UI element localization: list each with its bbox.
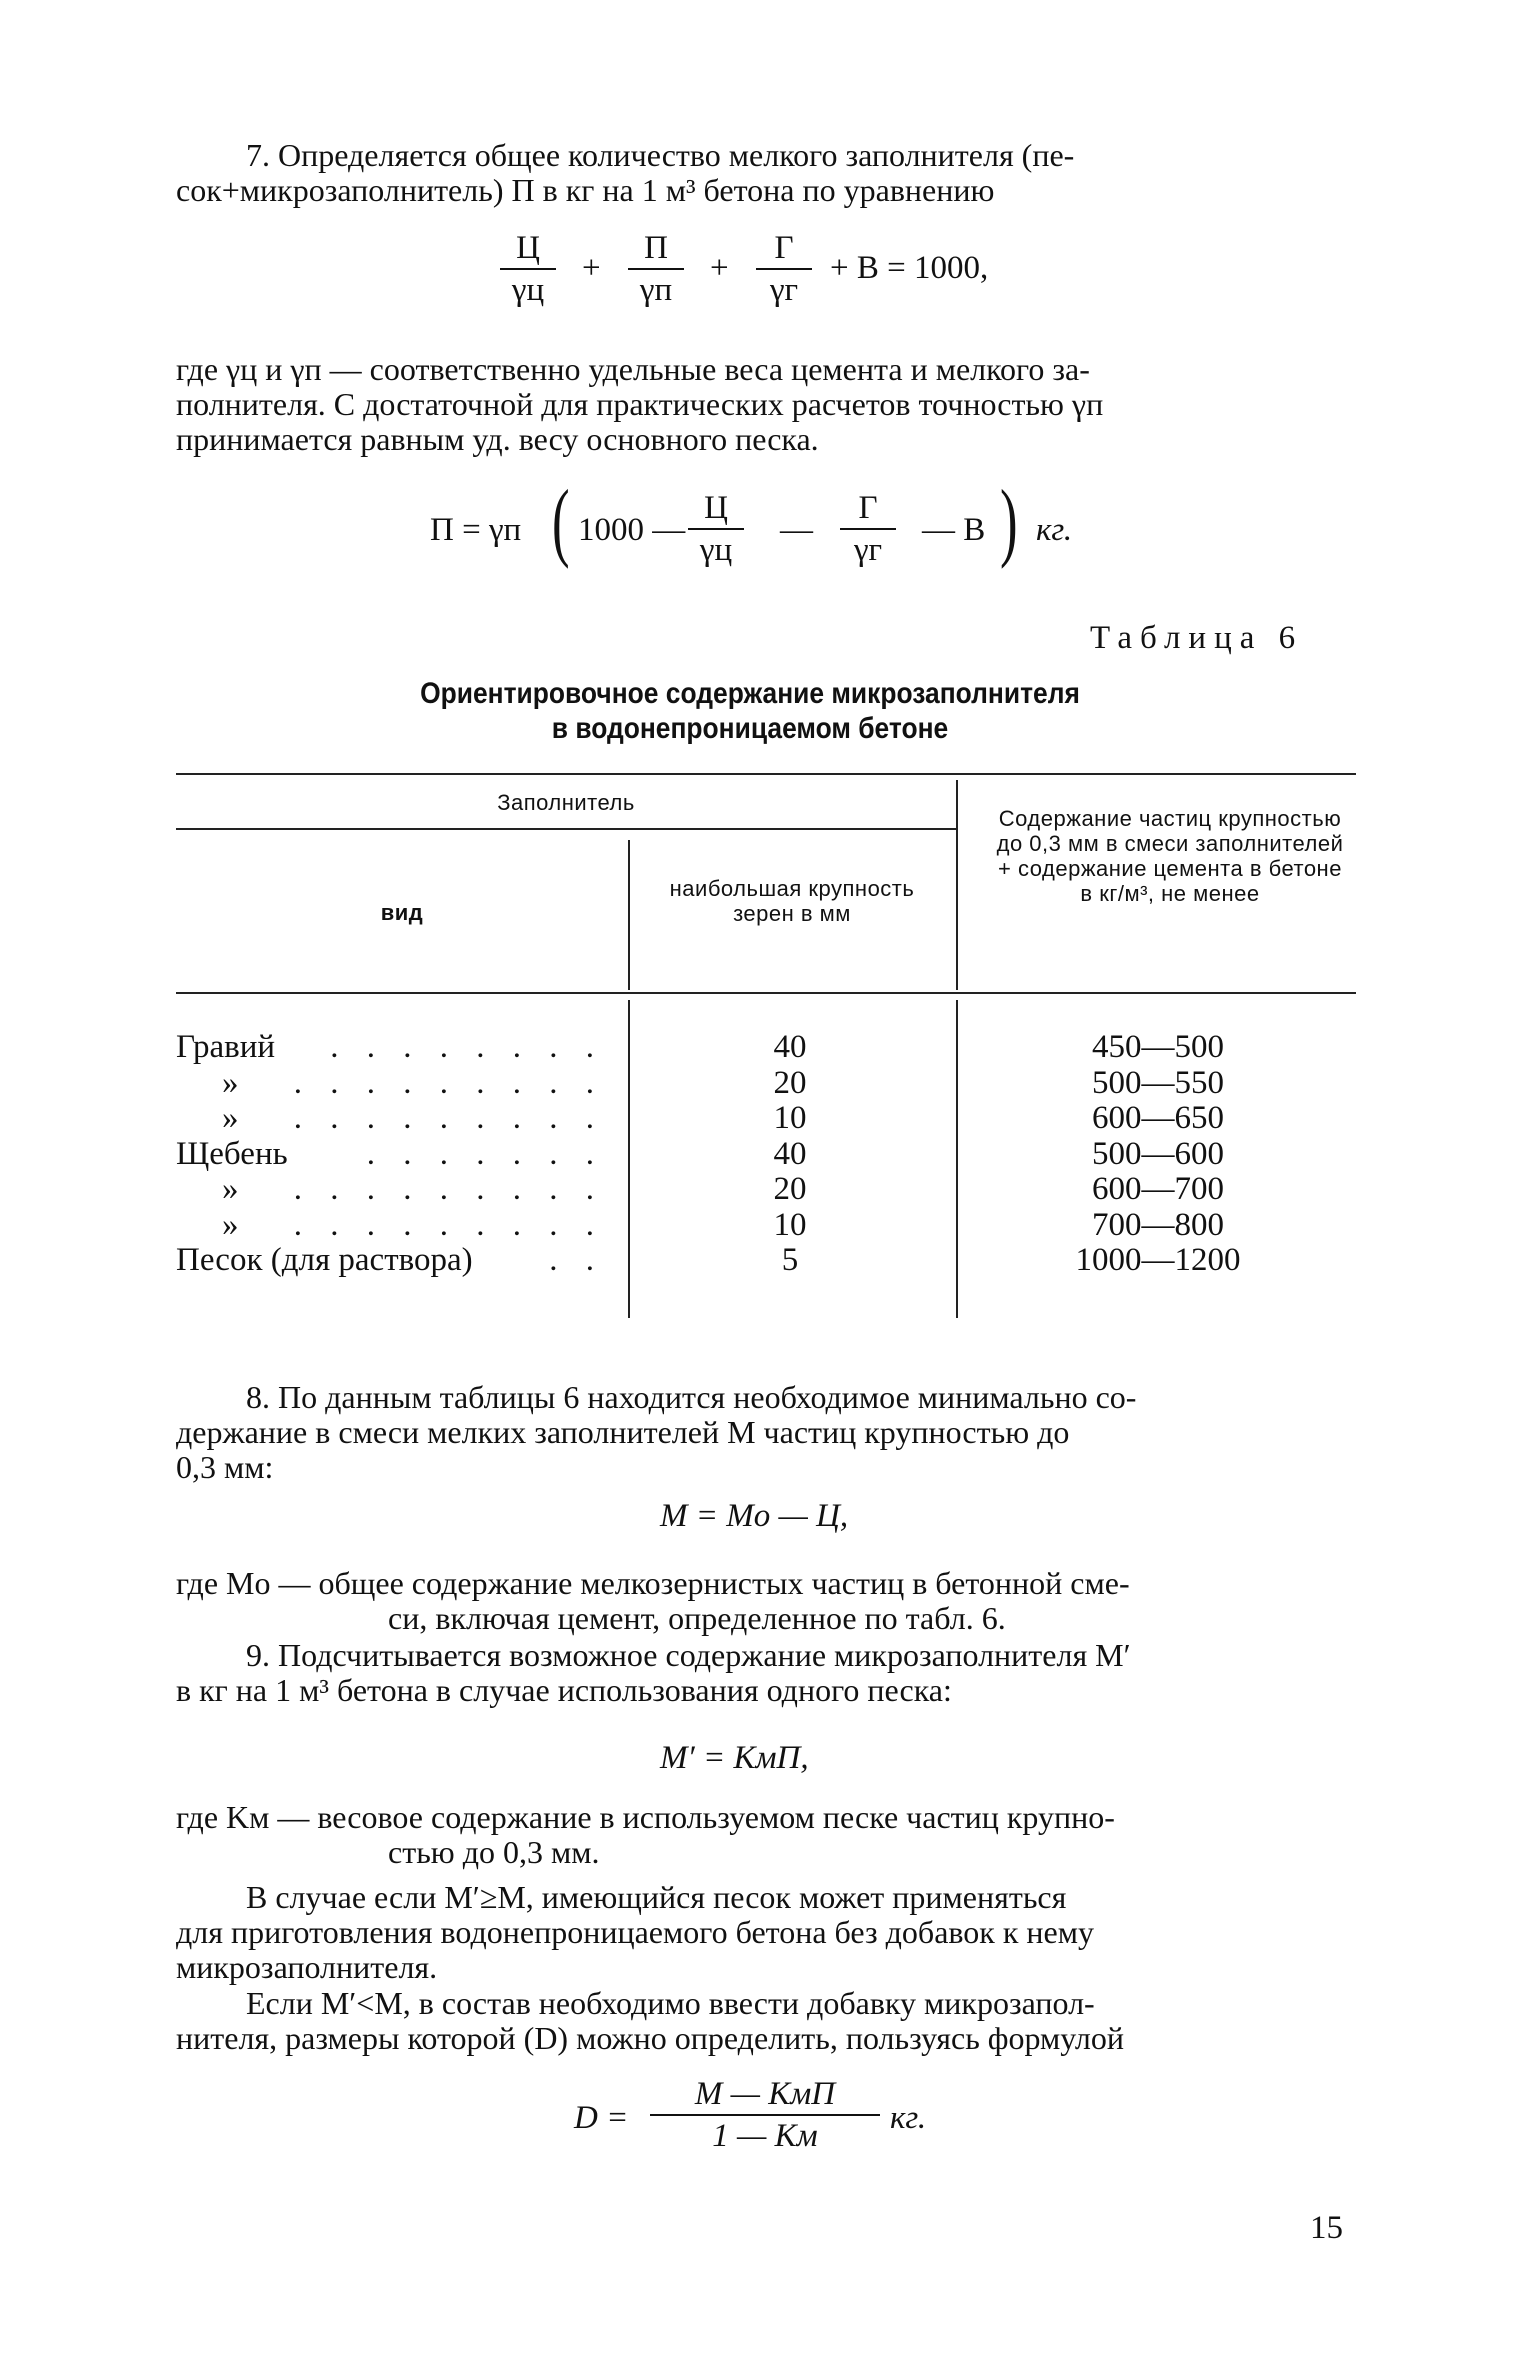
header-divider-1 (628, 840, 630, 990)
table-cell-content: 450—500 (1092, 1029, 1224, 1065)
paragraph-10 (176, 1880, 1356, 1985)
table-cell-content: 600—650 (1092, 1100, 1224, 1136)
paragraph-9 (176, 1638, 1356, 1708)
header-group-zapolnitel: Заполнитель (497, 790, 635, 815)
where-8-line-2: си, включая цемент, определенное по табл. 6. (388, 1600, 1006, 1636)
equation-2-unit: кг. (1036, 512, 1073, 548)
where-line-3: принимается равным уд. весу основного песка. (176, 421, 819, 457)
paragraph-9-where (176, 1800, 1356, 1870)
equation-4: М′ = KмП, (660, 1740, 809, 1776)
paragraph-10-line-1: В случае если М′≥М, имеющийся песок может применяться (246, 1879, 1067, 1915)
table-cell-leader-dots: . . (549, 1242, 604, 1278)
paragraph-8-line-3: 0,3 мм: (176, 1449, 274, 1485)
table-cell-kind: Гравий (176, 1029, 276, 1065)
right-paren: ) (1000, 473, 1018, 570)
header-max-size: наибольшая крупность зерен в мм (669, 876, 915, 926)
fraction-g-gamma: Г γг (756, 230, 812, 308)
table-cell-leader-dots: . . . . . . . . . (293, 1171, 604, 1207)
paragraph-7-line-1: 7. Определяется общее количество мелкого заполнителя (пе- (246, 137, 1075, 173)
equation-5-lhs: D = (574, 2100, 629, 2136)
header-kind: вид (380, 900, 424, 925)
fraction-p-gamma: П γп (628, 230, 684, 308)
table-cell-leader-dots: . . . . . . . . . (293, 1206, 604, 1243)
paragraph-8-where (176, 1566, 1356, 1636)
table-cell-leader-dots: . . . . . . . . (330, 1029, 604, 1065)
paragraph-10-line-2: для приготовления водонепроницаемого бетона без добавок к нему (176, 1914, 1094, 1950)
paragraph-8-line-1: 8. По данным таблицы 6 находится необходимое минимально со- (246, 1379, 1137, 1415)
header-bottom-rule (176, 992, 1356, 994)
fraction-d: М — KмП 1 — Kм (650, 2076, 880, 2154)
table-cell-content: 600—700 (1092, 1171, 1224, 1207)
paragraph-9-line-2: в кг на 1 м³ бетона в случае использования одного песка: (176, 1672, 952, 1708)
equation-2-inner-start: 1000 — (578, 512, 686, 548)
fraction-c-gamma-2: Ц γц (688, 490, 744, 568)
header-divider-2 (956, 780, 958, 990)
table-cell-size: 20 (773, 1171, 807, 1207)
fraction-c-gamma: Ц γц (500, 230, 556, 308)
table-cell-kind: » (222, 1064, 239, 1101)
table-cell-content: 1000—1200 (1075, 1242, 1241, 1278)
plus-sign: + (710, 250, 729, 286)
table-cell-kind: Песок (для раствора) (176, 1242, 473, 1278)
plus-sign: + (582, 250, 601, 286)
equation-2-lhs: П = γп (430, 512, 522, 548)
paragraph-8 (176, 1380, 1356, 1485)
body-divider-2 (956, 1000, 958, 1318)
equation-5-unit: кг. (890, 2100, 927, 2136)
left-paren: ( (552, 473, 570, 570)
minus-sign: — (780, 512, 813, 548)
paragraph-7-where (176, 352, 1356, 457)
table-cell-content: 700—800 (1092, 1206, 1224, 1243)
page-number: 15 (1310, 2210, 1343, 2246)
header-content: Содержание частиц крупностью до 0,3 мм в смеси заполнителей + содержание цемента в бетоне в кг/м³, не менее (996, 806, 1344, 906)
table-top-rule (176, 773, 1356, 775)
table-cell-kind: » (222, 1100, 239, 1136)
table-cell-content: 500—600 (1092, 1135, 1224, 1172)
table-cell-size: 40 (773, 1135, 807, 1172)
paragraph-8-line-2: держание в смеси мелких заполнителей М частиц крупностью до (176, 1414, 1070, 1450)
table-title-line-2: в водонепроницаемом бетоне (551, 712, 949, 745)
body-divider-1 (628, 1000, 630, 1318)
table-cell-size: 20 (773, 1064, 807, 1101)
equation-3: М = Mо — Ц, (660, 1498, 849, 1534)
where-9-line-2: стью до 0,3 мм. (388, 1834, 600, 1870)
where-line-2: полнителя. С достаточной для практических расчетов точностью γп (176, 386, 1104, 422)
paragraph-7-line-2: сок+микрозаполнитель) П в кг на 1 м³ бетона по уравнению (176, 172, 995, 208)
group-header-rule (176, 828, 956, 830)
table-cell-size: 10 (773, 1100, 807, 1136)
table-cell-leader-dots: . . . . . . . (366, 1135, 604, 1172)
paragraph-11 (176, 1986, 1356, 2056)
table-cell-size: 10 (773, 1206, 807, 1243)
table-cell-size: 40 (773, 1029, 807, 1065)
where-9-line-1: где Kм — весовое содержание в используемом песке частиц крупно- (176, 1799, 1115, 1835)
table-title (354, 676, 1146, 746)
table-cell-leader-dots: . . . . . . . . . (293, 1100, 604, 1136)
where-8-line-1: где Mо — общее содержание мелкозернистых частиц в бетонной сме- (176, 1565, 1130, 1601)
table-cell-content: 500—550 (1092, 1064, 1224, 1101)
table-cell-kind: Щебень (176, 1135, 288, 1172)
paragraph-7 (176, 138, 1356, 208)
paragraph-11-line-1: Если М′<М, в состав необходимо ввести добавку микрозапол- (246, 1985, 1095, 2021)
table-cell-size: 5 (781, 1242, 799, 1278)
equation-1-tail: + В = 1000, (830, 250, 989, 286)
table-number: Таблица 6 (1090, 620, 1304, 656)
fraction-g-gamma-2: Г γг (840, 490, 896, 568)
paragraph-11-line-2: нителя, размеры которой (D) можно определить, пользуясь формулой (176, 2020, 1124, 2056)
table-title-line-1: Ориентировочное содержание микрозаполнителя (420, 677, 1080, 710)
paragraph-9-line-1: 9. Подсчитывается возможное содержание микрозаполнителя М′ (246, 1637, 1131, 1673)
table-cell-leader-dots: . . . . . . . . . (293, 1064, 604, 1101)
equation-2-inner-end: — В (922, 512, 986, 548)
table-cell-kind: » (222, 1171, 239, 1207)
where-line-1: где γц и γп — соответственно удельные веса цемента и мелкого за- (176, 351, 1090, 387)
paragraph-10-line-3: микрозаполнителя. (176, 1949, 438, 1985)
table-cell-kind: » (222, 1206, 239, 1243)
